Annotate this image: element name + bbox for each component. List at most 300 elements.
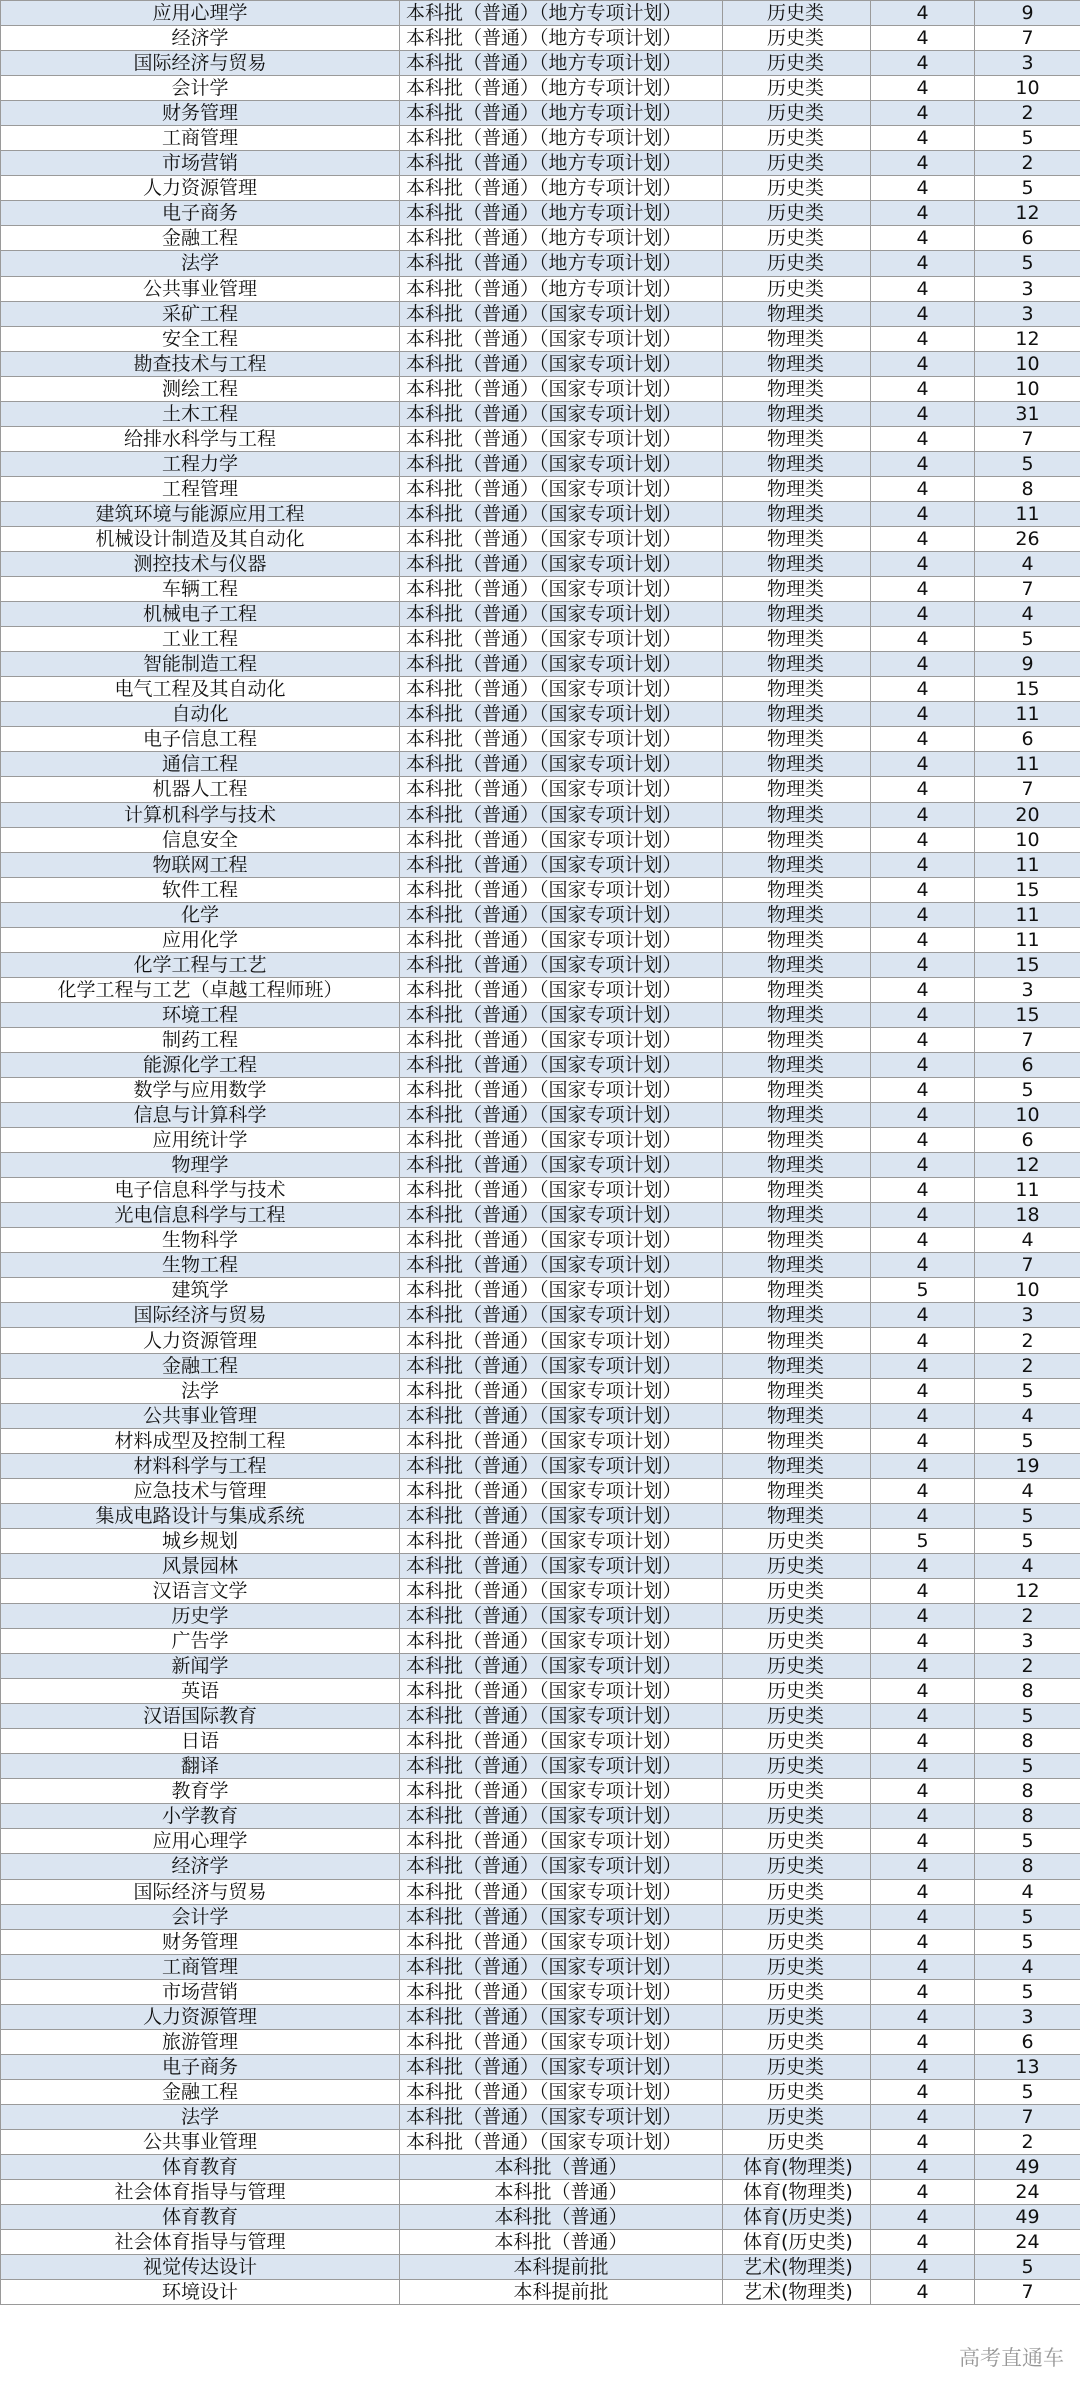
major-cell: 智能制造工程 <box>1 652 400 677</box>
table-row <box>1 76 1080 101</box>
count-cell: 12 <box>975 201 1080 226</box>
batch-cell: 本科批（普通）（地方专项计划） <box>400 1 723 26</box>
major-cell: 旅游管理 <box>1 2029 400 2054</box>
batch-cell: 本科批（普通）（国家专项计划） <box>400 426 723 451</box>
subject-cell: 历史类 <box>723 276 871 301</box>
table-row <box>1 126 1080 151</box>
years-cell: 4 <box>871 702 975 727</box>
table-row <box>1 2180 1080 2205</box>
subject-cell: 物理类 <box>723 526 871 551</box>
subject-cell: 物理类 <box>723 1078 871 1103</box>
major-cell: 国际经济与贸易 <box>1 1303 400 1328</box>
table-row <box>1 376 1080 401</box>
years-cell: 4 <box>871 2230 975 2255</box>
years-cell: 4 <box>871 76 975 101</box>
table-row <box>1 1578 1080 1603</box>
batch-cell: 本科批（普通）（国家专项计划） <box>400 802 723 827</box>
subject-cell: 艺术(物理类) <box>723 2280 871 2305</box>
years-cell: 4 <box>871 376 975 401</box>
count-cell: 3 <box>975 977 1080 1002</box>
major-cell: 小学教育 <box>1 1804 400 1829</box>
count-cell: 5 <box>975 627 1080 652</box>
subject-cell: 物理类 <box>723 376 871 401</box>
subject-cell: 艺术(物理类) <box>723 2255 871 2280</box>
count-cell: 7 <box>975 1027 1080 1052</box>
years-cell: 4 <box>871 877 975 902</box>
major-cell: 化学工程与工艺 <box>1 952 400 977</box>
years-cell: 4 <box>871 1353 975 1378</box>
count-cell: 3 <box>975 1303 1080 1328</box>
subject-cell: 体育(历史类) <box>723 2205 871 2230</box>
batch-cell: 本科批（普通）（国家专项计划） <box>400 1829 723 1854</box>
major-cell: 市场营销 <box>1 1979 400 2004</box>
batch-cell: 本科批（普通）（国家专项计划） <box>400 1027 723 1052</box>
subject-cell: 历史类 <box>723 1879 871 1904</box>
batch-cell: 本科批（普通）（国家专项计划） <box>400 476 723 501</box>
batch-cell: 本科批（普通）（国家专项计划） <box>400 1754 723 1779</box>
count-cell: 8 <box>975 476 1080 501</box>
batch-cell: 本科批（普通）（国家专项计划） <box>400 627 723 652</box>
batch-cell: 本科批（普通）（国家专项计划） <box>400 1478 723 1503</box>
table-row <box>1 927 1080 952</box>
subject-cell: 物理类 <box>723 927 871 952</box>
years-cell: 4 <box>871 1578 975 1603</box>
batch-cell: 本科批（普通）（国家专项计划） <box>400 2004 723 2029</box>
subject-cell: 体育(历史类) <box>723 2230 871 2255</box>
years-cell: 4 <box>871 1328 975 1353</box>
count-cell: 2 <box>975 2129 1080 2154</box>
table-row <box>1 1428 1080 1453</box>
major-cell: 电子信息工程 <box>1 727 400 752</box>
major-cell: 市场营销 <box>1 151 400 176</box>
count-cell: 11 <box>975 852 1080 877</box>
count-cell: 12 <box>975 1153 1080 1178</box>
table-row <box>1 401 1080 426</box>
count-cell: 11 <box>975 702 1080 727</box>
count-cell: 2 <box>975 1654 1080 1679</box>
batch-cell: 本科批（普通）（地方专项计划） <box>400 51 723 76</box>
years-cell: 4 <box>871 101 975 126</box>
years-cell: 4 <box>871 1503 975 1528</box>
subject-cell: 物理类 <box>723 827 871 852</box>
years-cell: 4 <box>871 2004 975 2029</box>
count-cell: 5 <box>975 251 1080 276</box>
batch-cell: 本科批（普通）（国家专项计划） <box>400 1679 723 1704</box>
years-cell: 4 <box>871 1128 975 1153</box>
major-cell: 城乡规划 <box>1 1528 400 1553</box>
major-cell: 财务管理 <box>1 101 400 126</box>
table-row <box>1 51 1080 76</box>
subject-cell: 物理类 <box>723 1253 871 1278</box>
count-cell: 19 <box>975 1453 1080 1478</box>
subject-cell: 物理类 <box>723 1228 871 1253</box>
years-cell: 4 <box>871 526 975 551</box>
table-row <box>1 1328 1080 1353</box>
major-cell: 计算机科学与技术 <box>1 802 400 827</box>
table-row <box>1 276 1080 301</box>
table-row <box>1 1178 1080 1203</box>
batch-cell: 本科批（普通）（地方专项计划） <box>400 176 723 201</box>
batch-cell: 本科批（普通）（国家专项计划） <box>400 1854 723 1879</box>
batch-cell: 本科批（普通）（国家专项计划） <box>400 1403 723 1428</box>
major-cell: 风景园林 <box>1 1553 400 1578</box>
years-cell: 4 <box>871 627 975 652</box>
table-row <box>1 501 1080 526</box>
count-cell: 49 <box>975 2205 1080 2230</box>
years-cell: 4 <box>871 1052 975 1077</box>
years-cell: 4 <box>871 1854 975 1879</box>
count-cell: 5 <box>975 1428 1080 1453</box>
batch-cell: 本科批（普通）（国家专项计划） <box>400 1453 723 1478</box>
major-cell: 建筑环境与能源应用工程 <box>1 501 400 526</box>
count-cell: 3 <box>975 1629 1080 1654</box>
table-row <box>1 1153 1080 1178</box>
table-row <box>1 1478 1080 1503</box>
major-cell: 教育学 <box>1 1779 400 1804</box>
batch-cell: 本科批（普通）（国家专项计划） <box>400 1979 723 2004</box>
batch-cell: 本科批（普通）（地方专项计划） <box>400 201 723 226</box>
years-cell: 4 <box>871 1478 975 1503</box>
subject-cell: 历史类 <box>723 1578 871 1603</box>
major-cell: 自动化 <box>1 702 400 727</box>
years-cell: 4 <box>871 1553 975 1578</box>
years-cell: 4 <box>871 401 975 426</box>
years-cell: 4 <box>871 26 975 51</box>
subject-cell: 历史类 <box>723 101 871 126</box>
count-cell: 4 <box>975 552 1080 577</box>
table-row <box>1 677 1080 702</box>
subject-cell: 物理类 <box>723 326 871 351</box>
table-row <box>1 2104 1080 2129</box>
major-cell: 法学 <box>1 1378 400 1403</box>
major-cell: 工商管理 <box>1 126 400 151</box>
table-row <box>1 1829 1080 1854</box>
subject-cell: 物理类 <box>723 877 871 902</box>
batch-cell: 本科批（普通） <box>400 2155 723 2180</box>
subject-cell: 物理类 <box>723 1428 871 1453</box>
batch-cell: 本科批（普通）（国家专项计划） <box>400 602 723 627</box>
count-cell: 15 <box>975 1002 1080 1027</box>
years-cell: 4 <box>871 752 975 777</box>
subject-cell: 物理类 <box>723 1453 871 1478</box>
table-row <box>1 1553 1080 1578</box>
count-cell: 5 <box>975 1704 1080 1729</box>
years-cell: 4 <box>871 1027 975 1052</box>
count-cell: 10 <box>975 827 1080 852</box>
major-cell: 社会体育指导与管理 <box>1 2230 400 2255</box>
count-cell: 8 <box>975 1679 1080 1704</box>
batch-cell: 本科批（普通）（国家专项计划） <box>400 952 723 977</box>
count-cell: 10 <box>975 1278 1080 1303</box>
batch-cell: 本科批（普通）（国家专项计划） <box>400 927 723 952</box>
subject-cell: 历史类 <box>723 126 871 151</box>
subject-cell: 物理类 <box>723 476 871 501</box>
watermark: 高考直通车 <box>959 2346 1064 2370</box>
major-cell: 信息安全 <box>1 827 400 852</box>
table-row <box>1 26 1080 51</box>
table-row <box>1 2004 1080 2029</box>
subject-cell: 物理类 <box>723 1328 871 1353</box>
years-cell: 4 <box>871 126 975 151</box>
table-row <box>1 752 1080 777</box>
years-cell: 4 <box>871 802 975 827</box>
batch-cell: 本科批（普通）（国家专项计划） <box>400 1228 723 1253</box>
subject-cell: 物理类 <box>723 777 871 802</box>
batch-cell: 本科批（普通） <box>400 2205 723 2230</box>
major-cell: 金融工程 <box>1 2079 400 2104</box>
table-body <box>1 1 1080 2305</box>
count-cell: 2 <box>975 1353 1080 1378</box>
batch-cell: 本科批（普通）（国家专项计划） <box>400 1578 723 1603</box>
years-cell: 4 <box>871 351 975 376</box>
subject-cell: 历史类 <box>723 26 871 51</box>
major-cell: 工商管理 <box>1 1954 400 1979</box>
table-row <box>1 877 1080 902</box>
major-cell: 人力资源管理 <box>1 176 400 201</box>
major-cell: 材料科学与工程 <box>1 1453 400 1478</box>
major-cell: 日语 <box>1 1729 400 1754</box>
subject-cell: 物理类 <box>723 1103 871 1128</box>
batch-cell: 本科批（普通）（地方专项计划） <box>400 226 723 251</box>
subject-cell: 物理类 <box>723 1378 871 1403</box>
years-cell: 4 <box>871 1879 975 1904</box>
years-cell: 5 <box>871 1528 975 1553</box>
count-cell: 11 <box>975 902 1080 927</box>
major-cell: 汉语国际教育 <box>1 1704 400 1729</box>
years-cell: 4 <box>871 1629 975 1654</box>
count-cell: 31 <box>975 401 1080 426</box>
batch-cell: 本科批（普通）（国家专项计划） <box>400 1303 723 1328</box>
major-cell: 工业工程 <box>1 627 400 652</box>
table-row <box>1 1203 1080 1228</box>
batch-cell: 本科批（普通）（国家专项计划） <box>400 877 723 902</box>
batch-cell: 本科批（普通）（国家专项计划） <box>400 1253 723 1278</box>
count-cell: 12 <box>975 326 1080 351</box>
count-cell: 6 <box>975 2029 1080 2054</box>
years-cell: 4 <box>871 602 975 627</box>
table-row <box>1 1779 1080 1804</box>
batch-cell: 本科批（普通）（国家专项计划） <box>400 752 723 777</box>
table-row <box>1 977 1080 1002</box>
batch-cell: 本科批（普通）（国家专项计划） <box>400 1128 723 1153</box>
years-cell: 4 <box>871 1754 975 1779</box>
years-cell: 4 <box>871 1 975 26</box>
table-row <box>1 1128 1080 1153</box>
count-cell: 5 <box>975 126 1080 151</box>
count-cell: 4 <box>975 1954 1080 1979</box>
batch-cell: 本科批（普通）（国家专项计划） <box>400 1654 723 1679</box>
batch-cell: 本科批（普通）（国家专项计划） <box>400 2129 723 2154</box>
major-cell: 会计学 <box>1 76 400 101</box>
count-cell: 7 <box>975 2104 1080 2129</box>
major-cell: 金融工程 <box>1 1353 400 1378</box>
subject-cell: 历史类 <box>723 1754 871 1779</box>
subject-cell: 历史类 <box>723 176 871 201</box>
count-cell: 3 <box>975 276 1080 301</box>
subject-cell: 历史类 <box>723 1829 871 1854</box>
count-cell: 6 <box>975 727 1080 752</box>
table-row <box>1 476 1080 501</box>
years-cell: 4 <box>871 1729 975 1754</box>
years-cell: 4 <box>871 1403 975 1428</box>
count-cell: 10 <box>975 351 1080 376</box>
table-row <box>1 251 1080 276</box>
table-row <box>1 1604 1080 1629</box>
table-row <box>1 602 1080 627</box>
table-row <box>1 326 1080 351</box>
table-row <box>1 1103 1080 1128</box>
subject-cell: 物理类 <box>723 977 871 1002</box>
batch-cell: 本科批（普通）（国家专项计划） <box>400 652 723 677</box>
years-cell: 4 <box>871 1829 975 1854</box>
years-cell: 4 <box>871 201 975 226</box>
subject-cell: 历史类 <box>723 201 871 226</box>
table-row <box>1 702 1080 727</box>
years-cell: 4 <box>871 552 975 577</box>
table-row <box>1 2255 1080 2280</box>
subject-cell: 历史类 <box>723 1729 871 1754</box>
table-row <box>1 1503 1080 1528</box>
subject-cell: 物理类 <box>723 727 871 752</box>
batch-cell: 本科批（普通）（国家专项计划） <box>400 1929 723 1954</box>
batch-cell: 本科批（普通）（国家专项计划） <box>400 552 723 577</box>
table-row <box>1 1654 1080 1679</box>
years-cell: 4 <box>871 1979 975 2004</box>
years-cell: 4 <box>871 2255 975 2280</box>
subject-cell: 物理类 <box>723 752 871 777</box>
count-cell: 10 <box>975 1103 1080 1128</box>
years-cell: 4 <box>871 501 975 526</box>
years-cell: 4 <box>871 1904 975 1929</box>
subject-cell: 历史类 <box>723 1528 871 1553</box>
major-cell: 人力资源管理 <box>1 1328 400 1353</box>
years-cell: 4 <box>871 1453 975 1478</box>
years-cell: 4 <box>871 1078 975 1103</box>
subject-cell: 物理类 <box>723 1178 871 1203</box>
table-row <box>1 1954 1080 1979</box>
subject-cell: 历史类 <box>723 1929 871 1954</box>
major-cell: 采矿工程 <box>1 301 400 326</box>
table-row <box>1 226 1080 251</box>
years-cell: 4 <box>871 1002 975 1027</box>
table-row <box>1 1879 1080 1904</box>
count-cell: 11 <box>975 1178 1080 1203</box>
subject-cell: 物理类 <box>723 552 871 577</box>
subject-cell: 物理类 <box>723 677 871 702</box>
major-cell: 国际经济与贸易 <box>1 51 400 76</box>
batch-cell: 本科批（普通）（国家专项计划） <box>400 677 723 702</box>
batch-cell: 本科批（普通）（国家专项计划） <box>400 1153 723 1178</box>
table-row <box>1 552 1080 577</box>
major-cell: 给排水科学与工程 <box>1 426 400 451</box>
batch-cell: 本科批（普通）（国家专项计划） <box>400 401 723 426</box>
table-row <box>1 1528 1080 1553</box>
years-cell: 4 <box>871 777 975 802</box>
years-cell: 4 <box>871 2180 975 2205</box>
subject-cell: 历史类 <box>723 2029 871 2054</box>
count-cell: 4 <box>975 1553 1080 1578</box>
years-cell: 4 <box>871 1228 975 1253</box>
major-cell: 环境设计 <box>1 2280 400 2305</box>
major-cell: 勘查技术与工程 <box>1 351 400 376</box>
subject-cell: 物理类 <box>723 952 871 977</box>
subject-cell: 历史类 <box>723 2079 871 2104</box>
table-row <box>1 777 1080 802</box>
years-cell: 4 <box>871 727 975 752</box>
major-cell: 机械设计制造及其自动化 <box>1 526 400 551</box>
table-row <box>1 1804 1080 1829</box>
subject-cell: 物理类 <box>723 627 871 652</box>
table-row <box>1 1228 1080 1253</box>
major-cell: 电气工程及其自动化 <box>1 677 400 702</box>
count-cell: 5 <box>975 1904 1080 1929</box>
count-cell: 7 <box>975 777 1080 802</box>
subject-cell: 历史类 <box>723 51 871 76</box>
batch-cell: 本科批（普通）（国家专项计划） <box>400 2029 723 2054</box>
major-cell: 生物科学 <box>1 1228 400 1253</box>
major-cell: 应用化学 <box>1 927 400 952</box>
count-cell: 4 <box>975 602 1080 627</box>
years-cell: 4 <box>871 51 975 76</box>
subject-cell: 历史类 <box>723 151 871 176</box>
batch-cell: 本科批（普通）（国家专项计划） <box>400 1378 723 1403</box>
count-cell: 5 <box>975 2079 1080 2104</box>
major-cell: 机械电子工程 <box>1 602 400 627</box>
subject-cell: 物理类 <box>723 351 871 376</box>
batch-cell: 本科批（普通）（国家专项计划） <box>400 2079 723 2104</box>
major-cell: 金融工程 <box>1 226 400 251</box>
count-cell: 10 <box>975 376 1080 401</box>
subject-cell: 物理类 <box>723 1203 871 1228</box>
count-cell: 6 <box>975 1128 1080 1153</box>
major-cell: 电子信息科学与技术 <box>1 1178 400 1203</box>
batch-cell: 本科批（普通）（国家专项计划） <box>400 1629 723 1654</box>
batch-cell: 本科批（普通）（地方专项计划） <box>400 76 723 101</box>
major-cell: 制药工程 <box>1 1027 400 1052</box>
batch-cell: 本科批（普通）（国家专项计划） <box>400 727 723 752</box>
subject-cell: 历史类 <box>723 1904 871 1929</box>
years-cell: 4 <box>871 1378 975 1403</box>
batch-cell: 本科批（普通）（国家专项计划） <box>400 1954 723 1979</box>
subject-cell: 物理类 <box>723 426 871 451</box>
major-cell: 土木工程 <box>1 401 400 426</box>
major-cell: 数学与应用数学 <box>1 1078 400 1103</box>
subject-cell: 物理类 <box>723 702 871 727</box>
batch-cell: 本科批（普通）（国家专项计划） <box>400 351 723 376</box>
subject-cell: 物理类 <box>723 1353 871 1378</box>
major-cell: 能源化学工程 <box>1 1052 400 1077</box>
table-row <box>1 902 1080 927</box>
subject-cell: 历史类 <box>723 1704 871 1729</box>
subject-cell: 历史类 <box>723 1 871 26</box>
table-row <box>1 2079 1080 2104</box>
major-cell: 国际经济与贸易 <box>1 1879 400 1904</box>
years-cell: 4 <box>871 1103 975 1128</box>
table-row <box>1 1027 1080 1052</box>
batch-cell: 本科批（普通）（国家专项计划） <box>400 1879 723 1904</box>
table-row <box>1 1704 1080 1729</box>
subject-cell: 历史类 <box>723 1779 871 1804</box>
years-cell: 4 <box>871 1779 975 1804</box>
major-cell: 光电信息科学与工程 <box>1 1203 400 1228</box>
major-cell: 测控技术与仪器 <box>1 552 400 577</box>
count-cell: 3 <box>975 301 1080 326</box>
subject-cell: 物理类 <box>723 852 871 877</box>
years-cell: 4 <box>871 1654 975 1679</box>
major-cell: 软件工程 <box>1 877 400 902</box>
table-row <box>1 1929 1080 1954</box>
major-cell: 工程力学 <box>1 451 400 476</box>
